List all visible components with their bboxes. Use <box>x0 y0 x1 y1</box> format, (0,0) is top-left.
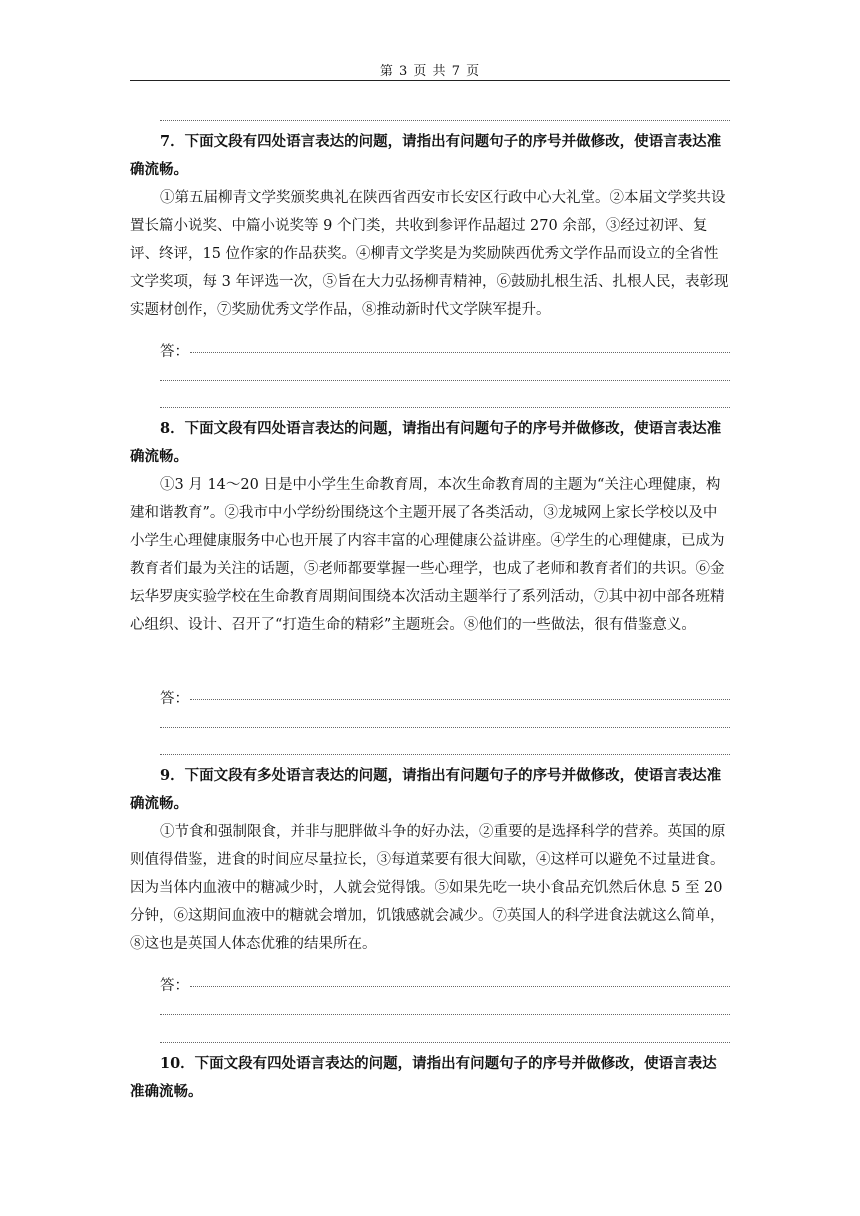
question-9 <box>130 762 730 958</box>
answer-line[interactable] <box>190 986 730 987</box>
answer-line[interactable] <box>160 1042 730 1043</box>
question-body: ①3 月 14～20 日是中小学生生命教育周，本次生命教育周的主题为“关注心理健康，构建和谐教育”。②我市中小学纷纷围绕这个主题开展了各类活动，③龙城网上家长学校以及中小学生心理健康服务中心也开展了内容丰富的心理健康公益讲座。④学生的心理健康，已成为教育者们最为关注的话题，⑤老师都要掌握一些心理学，也成了老师和教育者们的共识。⑥金坛华罗庚实验学校在生命教育周期间围绕本次活动主题举行了系列活动，⑦其中初中部各班精心组织、设计、召开了“打造生命的精彩”主题班会。⑧他们的一些做法，很有借鉴意义。 <box>130 477 725 633</box>
question-10 <box>130 1050 730 1106</box>
answer-line[interactable] <box>160 727 730 728</box>
answer-line[interactable] <box>160 754 730 755</box>
answer-line[interactable] <box>190 352 730 353</box>
question-title: 9．下面文段有多处语言表达的问题，请指出有问题句子的序号并做修改，使语言表达准确流畅。 <box>130 767 722 812</box>
question-7 <box>130 128 730 324</box>
header-rule <box>130 80 730 81</box>
page-header: 第 3 页 共 7 页 <box>379 64 481 79</box>
answer-line[interactable] <box>190 699 730 700</box>
answer-label: 答： <box>160 978 189 994</box>
question-title: 10．下面文段有四处语言表达的问题，请指出有问题句子的序号并做修改，使语言表达准确流畅。 <box>130 1055 717 1100</box>
answer-line <box>160 120 730 121</box>
question-title: 7．下面文段有四处语言表达的问题，请指出有问题句子的序号并做修改，使语言表达准确流畅。 <box>130 133 722 178</box>
question-title: 8．下面文段有四处语言表达的问题，请指出有问题句子的序号并做修改，使语言表达准确流畅。 <box>130 420 722 465</box>
answer-label: 答： <box>160 344 189 360</box>
answer-line[interactable] <box>160 380 730 381</box>
answer-line[interactable] <box>160 1014 730 1015</box>
question-body: ①节食和强制限食，并非与肥胖做斗争的好办法，②重要的是选择科学的营养。英国的原则值得借鉴，进食的时间应尽量拉长，③每道菜要有很大间歇，④这样可以避免不过量进食。因为当体内血液中的糖减少时，人就会觉得饿。⑤如果先吃一块小食品充饥然后休息 5 至 20 分钟，⑥这期间血液中的糖就会增加，饥饿感就会减少。⑦英国人的科学进食法就这么简单，⑧这也是英国人体态优雅的结果所在。 <box>130 824 726 952</box>
question-body: ①第五届柳青文学奖颁奖典礼在陕西省西安市长安区行政中心大礼堂。②本届文学奖共设置长篇小说奖、中篇小说奖等 9 个门类，共收到参评作品超过 270 余部，③经过初评、复评、终评，15 位作家的作品获奖。④柳青文学奖是为奖励陕西优秀文学作品而设立的全省性文学奖项，每 3 年评选一次，⑤旨在大力弘扬柳青精神，⑥鼓励扎根生活、扎根人民，表彰现实题材创作，⑦奖励优秀文学作品，⑧推动新时代文学陕军提升。 <box>130 190 729 318</box>
answer-line[interactable] <box>160 407 730 408</box>
question-8 <box>130 415 730 639</box>
answer-label: 答： <box>160 691 189 707</box>
